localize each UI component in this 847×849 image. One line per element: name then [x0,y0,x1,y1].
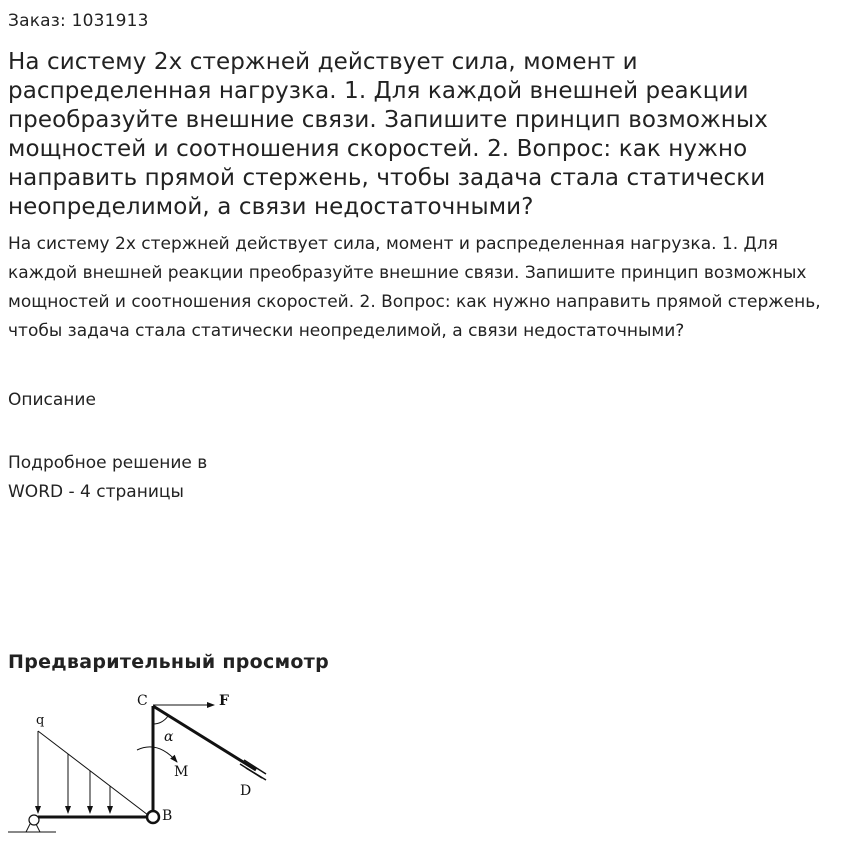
pin-support-left [26,815,40,832]
page-title: На систему 2х стержней действует сила, момент и распределенная нагрузка. 1. Для каждой внешней реакции преобразуйте внешние связи. Запишите принцип возможных мощностей и соотношения скоростей. 2. Вопрос: как нужно направить прямой стержень, чтобы задача стала статически неопределимой, а связи недостаточными? [8,49,768,220]
description-text: На систему 2х стержней действует сила, момент и распределенная нагрузка. 1. Для каждой внешней реакции преобразуйте внешние связи. Запишите принцип возможных мощностей и соотношения скоростей. 2. Вопрос: как нужно направить прямой стержень, чтобы задача стала статически неопределимой, а связи недостаточными? [8,234,821,341]
angle-alpha-arc [153,716,168,724]
label-c: C [137,693,148,709]
label-q: q [36,713,45,728]
moment-m-arrow [137,747,177,762]
description-section-label: Описание [8,390,96,410]
order-number: Заказ: 1031913 [8,11,149,31]
mechanics-diagram [0,684,300,844]
solution-line-2: WORD - 4 страницы [8,482,184,502]
joint-b [147,811,159,823]
distributed-load [38,731,148,815]
label-d: D [240,783,252,799]
preview-heading: Предварительный просмотр [8,651,329,673]
label-f: F [219,693,229,709]
solution-info [8,449,268,507]
label-alpha: α [164,729,174,745]
solution-line-1: Подробное решение в [8,453,208,473]
label-m: M [174,764,189,780]
label-b: B [162,808,173,824]
